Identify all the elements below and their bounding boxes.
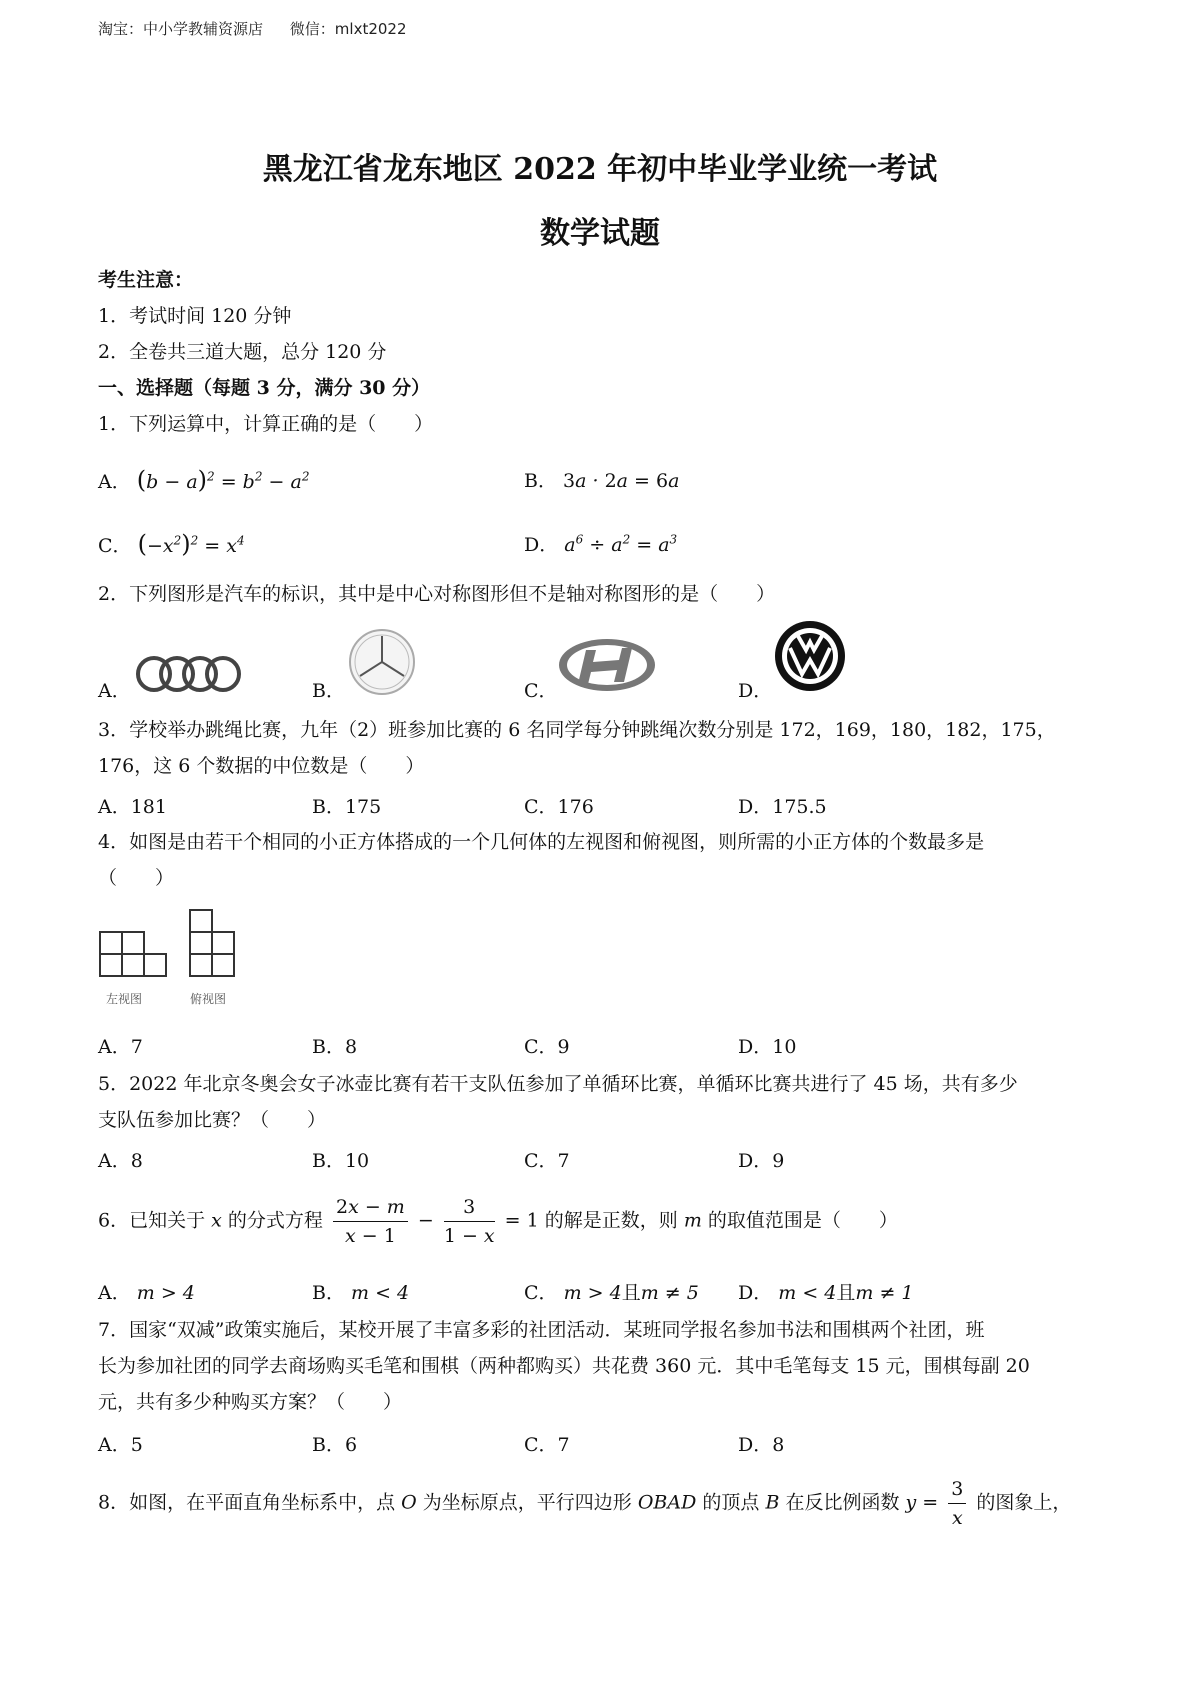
q3-line-1: 3．学校举办跳绳比赛，九年（2）班参加比赛的 6 名同学每分钟跳绳次数分别是 172，169，180，182，175，: [98, 719, 1056, 741]
q6-option-d-and: 且: [836, 1282, 856, 1304]
q4-views-figure: [98, 908, 248, 1012]
notice-heading: 考生注意：: [98, 269, 194, 291]
q4-option-d[interactable]: D．10: [738, 1036, 797, 1058]
q1-option-b[interactable]: [524, 466, 679, 493]
q8-function: y =: [905, 1491, 945, 1514]
q6-var-x: x: [211, 1209, 228, 1232]
q6-option-b-label: B．: [312, 1282, 345, 1304]
q3-line-2: 176，这 6 个数据的中位数是（ ）: [98, 755, 425, 777]
q1-stem: 1．下列运算中，计算正确的是（ ）: [98, 413, 434, 435]
left-view-label: 左视图: [106, 992, 143, 1006]
q1-option-d-label: D．: [524, 534, 559, 556]
q1-option-c[interactable]: [98, 530, 245, 558]
q2-option-b-label: B．: [312, 680, 345, 702]
hyundai-logo-icon: [556, 636, 658, 694]
q1-option-a[interactable]: [98, 466, 309, 494]
q2-option-d[interactable]: [738, 676, 772, 703]
q6-fraction-1: $\frac{2x - m}{x - 1}$: [333, 1196, 408, 1247]
q5-option-b[interactable]: B．10: [312, 1150, 370, 1172]
q5-line-1: 5．2022 年北京冬奥会女子冰壶比赛有若干支队伍参加了单循环比赛，单循环比赛共进行了 45 场，共有多少: [98, 1073, 1018, 1095]
q2-option-a-label: A．: [98, 680, 131, 702]
volkswagen-logo-icon: [774, 620, 846, 692]
q2-option-c-label: C．: [524, 680, 558, 702]
q6-option-d-formula-2: m ≠ 1: [855, 1282, 914, 1304]
q6-tail: 的取值范围是（ ）: [707, 1209, 898, 1232]
q8-parallelogram-name: OBAD: [637, 1491, 703, 1514]
q1-option-b-label: B．: [524, 470, 557, 492]
q8-mid3: 在反比例函数: [785, 1491, 900, 1514]
q7-line-1: 7．国家“双减”政策实施后，某校开展了丰富多彩的社团活动．某班同学报名参加书法和围棋两个社团，班: [98, 1319, 985, 1341]
q6-option-c-label: C．: [524, 1282, 558, 1304]
q6-after: 的解是正数，则: [544, 1209, 678, 1232]
mercedes-star-icon: [346, 626, 418, 698]
q7-option-d[interactable]: D．8: [738, 1434, 785, 1456]
q8-fraction: $\frac{3}{x}$: [948, 1478, 966, 1529]
q2-option-b[interactable]: [312, 676, 345, 703]
exam-title: 黑龙江省龙东地区 2022 年初中毕业学业统一考试: [262, 152, 938, 187]
top-view-label: 俯视图: [190, 992, 227, 1006]
q4-line-2: （ ）: [98, 867, 175, 889]
q2-option-a[interactable]: [98, 676, 131, 703]
taobao-shop: 淘宝：中小学教辅资源店: [98, 20, 264, 38]
q6-fraction-2: $\frac{3}{1 - x}$: [443, 1196, 495, 1247]
q6-mid: 的分式方程: [227, 1209, 323, 1232]
q6-option-b[interactable]: [312, 1278, 409, 1305]
q6-option-b-formula: m < 4: [344, 1282, 410, 1304]
q6-option-c-formula-2: m ≠ 5: [640, 1282, 699, 1304]
notice-item-2: 2．全卷共三道大题，总分 120 分: [98, 341, 387, 363]
q6-option-d[interactable]: [738, 1278, 914, 1305]
q1-option-d[interactable]: [524, 530, 677, 557]
q4-option-a[interactable]: A．7: [98, 1036, 143, 1058]
q7-option-a[interactable]: A．5: [98, 1434, 143, 1456]
q6-option-d-formula-1: m < 4: [772, 1282, 837, 1304]
q6-option-a-label: A．: [98, 1282, 131, 1304]
exam-subject: 数学试题: [540, 216, 660, 251]
q8-mid2: 的顶点: [702, 1491, 760, 1514]
q5-line-2: 支队伍参加比赛？（ ）: [98, 1109, 327, 1131]
q1-option-d-formula: $a^6 \div a^2 = a^3$: [564, 532, 678, 556]
q8-prefix: 8．如图，在平面直角坐标系中，点: [98, 1491, 396, 1514]
q4-option-b[interactable]: B．8: [312, 1036, 358, 1058]
q2-option-c[interactable]: [524, 676, 558, 703]
q7-option-b[interactable]: B．6: [312, 1434, 358, 1456]
q6-stem: 6．已知关于 x 的分式方程 $\frac{2x - m}{x - 1}$ − $\frac{3}{1 - x}$ = 1 的解是正数，则 m 的取值范围是（ ）: [98, 1196, 898, 1247]
q8-mid1: 为坐标原点，平行四边形: [422, 1491, 632, 1514]
q3-option-c[interactable]: C．176: [524, 796, 594, 818]
q3-option-b[interactable]: B．175: [312, 796, 382, 818]
q6-option-c-and: 且: [621, 1282, 641, 1304]
audi-rings-icon: [134, 652, 246, 696]
q5-option-d[interactable]: D．9: [738, 1150, 785, 1172]
section-heading: 一、选择题（每题 3 分，满分 30 分）: [98, 377, 431, 399]
q6-option-d-label: D．: [738, 1282, 773, 1304]
notice-item-1: 1．考试时间 120 分钟: [98, 305, 292, 327]
q4-line-1: 4．如图是由若干个相同的小正方体搭成的一个几何体的左视图和俯视图，则所需的小正方体的个数最多是: [98, 831, 985, 853]
watermark: [98, 18, 429, 39]
q1-option-a-label: A．: [98, 471, 131, 493]
q8-stem: [98, 1478, 1071, 1529]
q4-option-c[interactable]: C．9: [524, 1036, 570, 1058]
wechat-id: 微信：mlxt2022: [289, 20, 407, 38]
q1-option-c-formula: $(-x^2)^2 = x^4$: [137, 530, 245, 558]
q2-stem: 2．下列图形是汽车的标识，其中是中心对称图形但不是轴对称图形的是（ ）: [98, 583, 776, 605]
q6-option-c-formula-1: m > 4: [557, 1282, 622, 1304]
q3-option-a[interactable]: A．181: [98, 796, 167, 818]
q7-line-2: 长为参加社团的同学去商场购买毛笔和围棋（两种都购买）共花费 360 元．其中毛笔每支 15 元，围棋每副 20: [98, 1355, 1030, 1377]
q7-line-3: 元，共有多少种购买方案？（ ）: [98, 1391, 403, 1413]
q8-tail: 的图象上，: [976, 1491, 1072, 1514]
q2-option-d-label: D．: [738, 680, 773, 702]
q8-point-b: B: [765, 1491, 786, 1514]
q8-point-o: O: [401, 1491, 423, 1514]
q7-option-c[interactable]: C．7: [524, 1434, 570, 1456]
q5-option-a[interactable]: A．8: [98, 1150, 143, 1172]
q1-option-b-formula: 3a · 2a = 6a: [563, 470, 680, 492]
q6-prefix: 6．已知关于: [98, 1209, 206, 1232]
q1-option-c-label: C．: [98, 535, 132, 557]
q1-option-a-formula: $(b - a)^2 = b^2 - a^2$: [136, 466, 310, 494]
q6-option-a-formula: m > 4: [130, 1282, 195, 1304]
q5-option-c[interactable]: C．7: [524, 1150, 570, 1172]
q6-option-c[interactable]: [524, 1278, 699, 1305]
q6-var-m: m: [683, 1209, 708, 1232]
q3-option-d[interactable]: D．175.5: [738, 796, 827, 818]
q6-option-a[interactable]: [98, 1278, 195, 1305]
